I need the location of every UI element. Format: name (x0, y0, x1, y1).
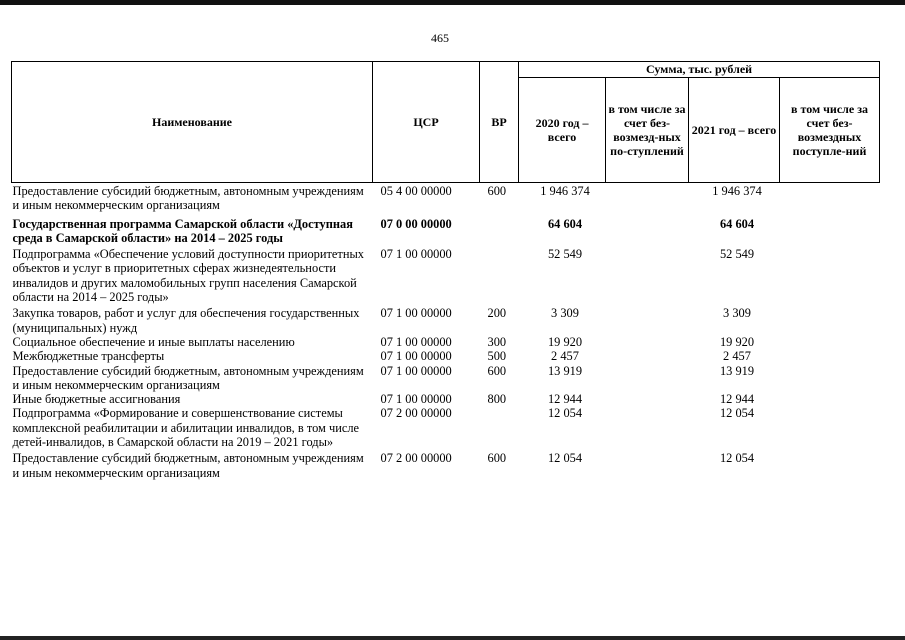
column-group-sum: Сумма, тыс. рублей (519, 62, 880, 78)
cell-csr: 07 1 00 00000 (380, 363, 452, 378)
cell-2020-total: 12 054 (547, 406, 583, 421)
cell-name: Иные бюджетные ассигнования (12, 392, 181, 407)
cell-vr: 500 (487, 349, 507, 364)
cell-name: Предоставление субсидий бюджетным, автономным учреждениям и иным некоммерческим организациям (12, 451, 364, 480)
cell-2021-free (780, 335, 880, 349)
column-header-2020-total: 2020 год – всего (519, 78, 606, 183)
cell-name: Закупка товаров, работ и услуг для обеспечения государственных (муниципальных) нужд (12, 306, 360, 335)
budget-table (11, 61, 880, 480)
cell-2021-free (780, 245, 880, 304)
cell-csr: 07 0 00 00000 (380, 216, 452, 231)
cell-vr: 600 (487, 451, 507, 466)
cell-2020-free (606, 392, 689, 406)
cell-vr (480, 213, 519, 246)
cell-vr: 200 (487, 306, 507, 321)
cell-csr: 07 1 00 00000 (380, 247, 452, 262)
cell-name: Государственная программа Самарской области «Доступная среда в Самарской области» на 2014 – 2025 годы (12, 216, 353, 245)
cell-csr: 07 1 00 00000 (380, 334, 452, 349)
cell-name: Межбюджетные трансферты (12, 349, 165, 364)
column-header-name: Наименование (12, 62, 373, 183)
page-number: 465 (431, 31, 449, 45)
column-header-2021-total: 2021 год – всего (689, 78, 780, 183)
column-header-2020-free: в том числе за счет без-возмезд-ных по-ступлений (606, 78, 689, 183)
column-header-2021-free: в том числе за счет без-возмездных поступле-ний (780, 78, 880, 183)
cell-2021-free (780, 213, 880, 246)
cell-2021-free (780, 449, 880, 480)
cell-2020-free (606, 213, 689, 246)
cell-2021-total: 1 946 374 (712, 184, 762, 198)
cell-vr: 800 (487, 392, 507, 407)
column-header-vr: ВР (480, 62, 519, 183)
table-row (12, 449, 880, 480)
table-row (12, 349, 880, 363)
cell-2021-free (780, 406, 880, 449)
cell-2020-total: 13 919 (547, 363, 583, 378)
bottom-border (0, 636, 905, 640)
table-row (12, 364, 880, 393)
table-row (12, 335, 880, 349)
table-row (12, 304, 880, 335)
cell-2021-total: 13 919 (719, 363, 755, 378)
cell-2020-free (606, 245, 689, 304)
cell-2021-free (780, 349, 880, 363)
cell-2020-total: 12 944 (547, 392, 583, 407)
cell-2020-free (606, 364, 689, 393)
cell-2021-free (780, 392, 880, 406)
cell-2021-total: 64 604 (719, 216, 755, 231)
cell-2020-total: 19 920 (547, 334, 583, 349)
cell-name: Подпрограмма «Формирование и совершенствование системы комплексной реабилитации и абилитации инвалидов, в том числе детей-инвалидов, в Самарской области на 2019 – 2021 годы» (12, 406, 360, 450)
cell-2020-total: 64 604 (547, 216, 583, 231)
cell-vr: 600 (487, 184, 507, 198)
cell-2020-total: 52 549 (547, 247, 583, 262)
cell-name: Социальное обеспечение и иные выплаты населению (12, 334, 295, 349)
cell-2021-free (780, 304, 880, 335)
cell-2020-free (606, 183, 689, 213)
table-row (12, 245, 880, 304)
cell-2021-total: 2 457 (723, 349, 751, 364)
cell-csr: 07 2 00 00000 (380, 406, 452, 421)
cell-2020-total: 12 054 (547, 451, 583, 466)
cell-2021-total: 19 920 (719, 334, 755, 349)
table-header (12, 62, 880, 183)
top-border (0, 0, 905, 5)
cell-2020-free (606, 304, 689, 335)
table-row (12, 183, 880, 213)
cell-csr: 07 1 00 00000 (380, 306, 452, 321)
cell-vr: 600 (487, 363, 507, 378)
cell-vr: 300 (487, 334, 507, 349)
cell-vr (480, 245, 519, 304)
cell-2021-free (780, 364, 880, 393)
cell-csr: 07 1 00 00000 (380, 349, 452, 364)
cell-2020-total: 1 946 374 (540, 184, 590, 198)
cell-csr: 07 2 00 00000 (380, 451, 452, 466)
table-row (12, 213, 880, 246)
cell-name: Предоставление субсидий бюджетным, автономным учреждениям и иным некоммерческим организациям (12, 363, 364, 392)
cell-csr: 07 1 00 00000 (380, 392, 452, 407)
table-body (12, 183, 880, 480)
cell-2021-total: 3 309 (723, 306, 751, 321)
cell-2020-free (606, 449, 689, 480)
cell-2020-total: 3 309 (551, 306, 579, 321)
cell-2020-free (606, 406, 689, 449)
cell-csr: 05 4 00 00000 (380, 184, 452, 198)
table-row (12, 392, 880, 406)
cell-2021-total: 12 944 (719, 392, 755, 407)
cell-2021-total: 52 549 (719, 247, 755, 262)
cell-name: Предоставление субсидий бюджетным, автономным учреждениям и иным некоммерческим организациям (12, 184, 364, 213)
cell-2021-free (780, 183, 880, 213)
cell-2021-total: 12 054 (719, 406, 755, 421)
table-row (12, 406, 880, 449)
cell-vr (480, 406, 519, 449)
cell-2020-free (606, 335, 689, 349)
cell-2020-total: 2 457 (551, 349, 579, 364)
cell-2020-free (606, 349, 689, 363)
cell-name: Подпрограмма «Обеспечение условий доступности приоритетных объектов и услуг в приоритетных сферах жизнедеятельности инвалидов и других маломобильных групп населения Самарской области на 2014 – 2025 годы» (12, 247, 364, 305)
column-header-csr: ЦСР (373, 62, 480, 183)
cell-2021-total: 12 054 (719, 451, 755, 466)
